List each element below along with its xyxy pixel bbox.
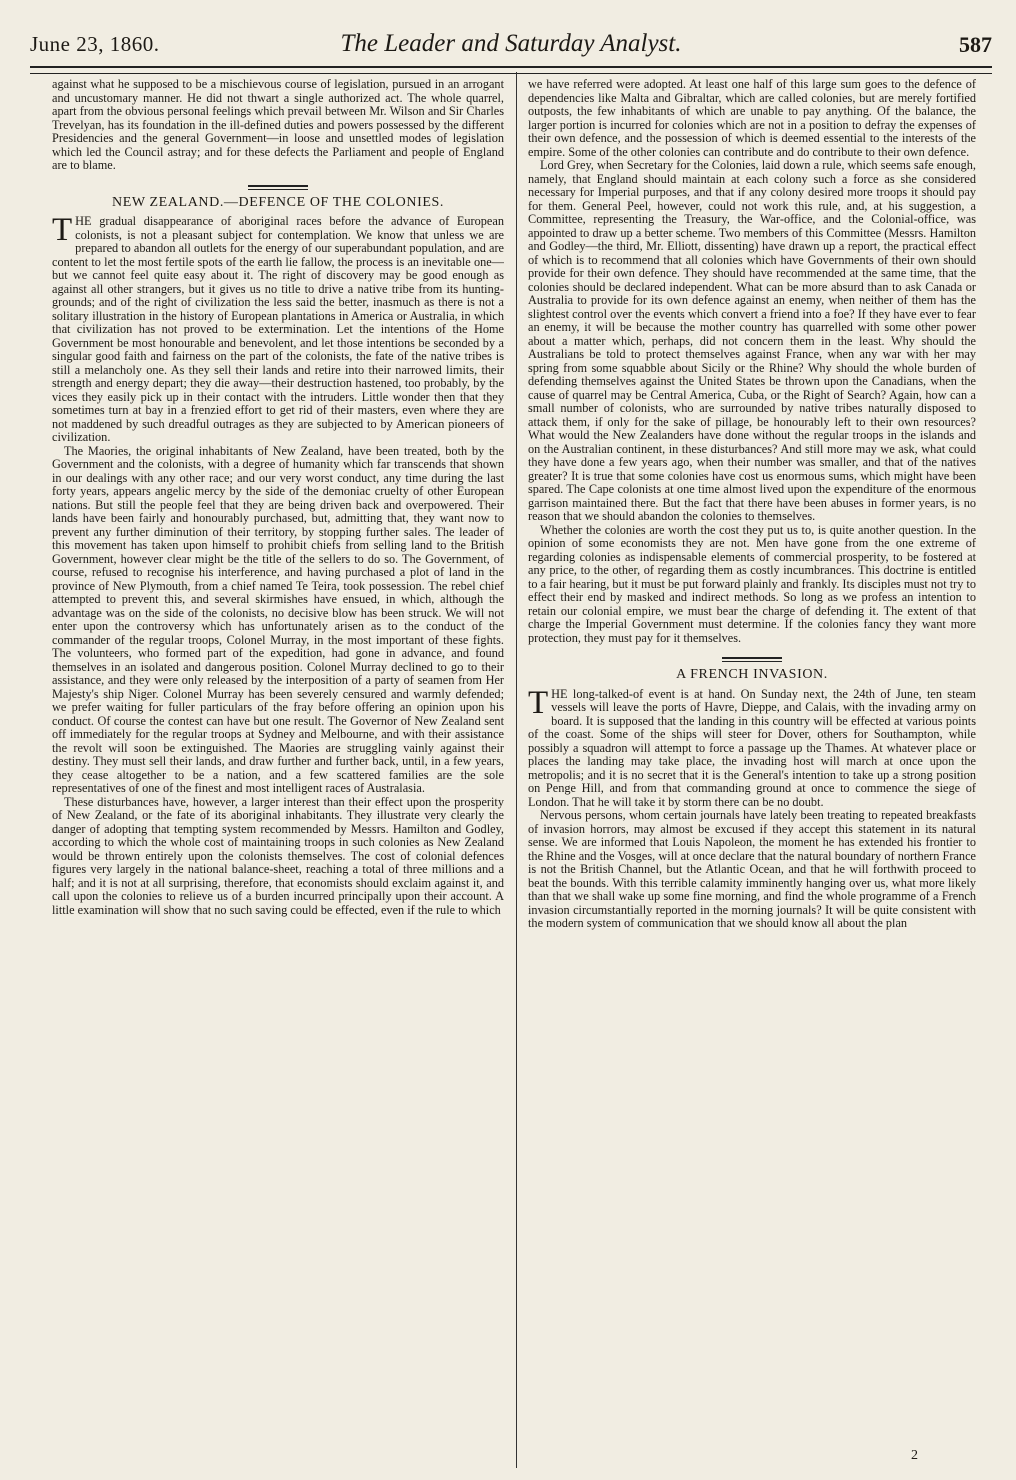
article-title-new-zealand: NEW ZEALAND.—DEFENCE OF THE COLONIES. bbox=[112, 194, 444, 210]
drop-cap: T bbox=[528, 684, 549, 721]
article-paragraph: These disturbances have, however, a larger interest than their effect upon the prosperity of New Zealand, or the fate of its aboriginal inhabitants. They illustrate very clearly the danger of adopting that tempting system recommended by Messrs. Hamilton and Godley, according to which the whole cost of maintaining troops in such colonies as New Zealand would be thrown entirely upon the colonists themselves. The cost of colonial defences figures very largely in the national balance-sheet, reaching a total of three millions and a half; and it is not at all surprising, therefore, that economists should exclaim against it, and call upon the colonies to relieve us of a burden incurred principally upon their account. A little examination will show that no such saving could be effected, even if the rule to which bbox=[52, 794, 504, 917]
drop-cap: T bbox=[52, 212, 73, 248]
article-paragraph: Whether the colonies are worth the cost they put us to, is quite another question. In the opinion of some economists they are not. Men have gone from the one extreme of regarding colonies as indispensable elements of commercial prosperity, to be fostered at any price, to the other, of regarding them as costly incumbrances. This doctrine is entitled to a fair hearing, but it must be put forward plainly and frankly. Its disciples must not try to effect their end by masked and indirect methods. So long as we profess an intention to retain our colonial empire, we must bear the charge of defending it. The extent of that charge the Imperial Government must determine. If the colonies fancy they want more protection, they must pay for it themselves. bbox=[528, 522, 976, 645]
column-divider bbox=[516, 72, 517, 1468]
page-header bbox=[30, 30, 992, 64]
article-paragraph bbox=[52, 212, 504, 445]
continued-paragraph: we have referred were adopted. At least one half of this large sum goes to the defence of dependencies like Malta and Gibraltar, which are called colonies, but are merely fortified outposts, the few inhabitants of which are unable to pay anything. Of the balance, the larger portion is incurred for colonies which are not in a position to defray the expenses of their own defence, and the possession of which is deemed essential to the interests of the empire. Some of the other colonies can contribute and do contribute to their own defence. bbox=[528, 78, 976, 159]
header-rule bbox=[30, 66, 992, 74]
section-separator bbox=[722, 657, 782, 662]
continued-paragraph: against what he supposed to be a mischievous course of legislation, pursued in an arrogant and uncustomary manner. He did not thwart a single authorized act. The whole quarrel, apart from the obvious personal feelings which prevail between Mr. Wilson and Sir Charles Trevelyan, has its foundation in the ill-defined duties and powers possessed by the different Presidencies and the general Government—in loose and unsettled modes of legislation which led the Council astray; and for these defects the Parliament and people of England are to blame. bbox=[52, 78, 504, 172]
section-separator bbox=[248, 185, 308, 190]
issue-date: June 23, 1860. bbox=[30, 32, 160, 56]
article-title-french-invasion: A FRENCH INVASION. bbox=[676, 667, 828, 682]
left-column bbox=[52, 78, 504, 1470]
signature-mark: 2 bbox=[911, 1448, 918, 1463]
page-number: 587 bbox=[959, 32, 992, 57]
article-paragraph: Nervous persons, whom certain journals have lately been treating to repeated breakfasts of invasion horrors, may almost be excused if they accept this statement in its natural sense. We are informed that Louis Napoleon, the moment he has extended his frontier to the Rhine and the Vosges, will at once declare that the natural boundary of northern France is not the British Channel, but the Atlantic Ocean, and that he will forthwith proceed to beat the bounds. With this terrible calamity imminently hanging over us, what more likely than that we shall wake up some fine morning, and find the whole programme of a French invasion circumstantially reported in the morning journals? It will be quite consistent with the modern system of communication that we should know all about the plan bbox=[528, 808, 976, 930]
right-column bbox=[528, 78, 976, 1470]
article-paragraph: The Maories, the original inhabitants of New Zealand, have been treated, both by the Government and the colonists, with a degree of humanity which far transcends that shown in our dealings with any other race; and our very worst conduct, any time during the last forty years, appears angelic mercy by the side of the demoniac cruelty of other European nations. But still the people feel that they are being driven back and overpowered. Their lands have been fairly and honourably purchased, but, admitting that, they want now to prevent any further diminution of their territory, by stopping further sales. The leader of this movement has taken upon himself to prohibit chiefs from selling land to the British Government, however clear might be the title of the sellers to do so. The Government, of course, refused to recognise his interference, and having purchased a plot of land in the province of New Plymouth, from a chief named Te Teira, took possession. The rebel chief attempted to prevent this, and several skirmishes have ensued, in which, although the advantage was on the side of the colonists, no decisive blow has been struck. We will not enter upon the controversy which has unfortunately arisen as to the conduct of the commander of the regular troops, Colonel Murray, in the most important of these fights. The volunteers, who formed part of the expedition, had gone in advance, and found themselves in an isolated and dangerous position. Colonel Murray declined to go to their assistance, and they were only released by the interposition of a party of seamen from Her Majesty's ship Niger. Colonel Murray has been severely censured and warmly defended; we prefer waiting for fuller particulars of the fray before offering an opinion upon his conduct. Of course the contest can have but one result. The Governor of New Zealand sent off immediately for the regular troops at Sydney and Melbourne, and with their assistance the revolt will soon be extinguished. The Maories are struggling vainly against their destiny. They must sell their lands, and draw further and further back, until, in a few years, they cease altogether to be a nation, and a few scattered families are the sole representatives of one of the finest and most intelligent races of Australasia. bbox=[52, 443, 504, 795]
paragraph-text: HE long-talked-of event is at hand. On Sunday next, the 24th of June, ten steam vessels will leave the ports of Havre, Dieppe, and Calais, with the invading army on board. It is supposed that the landing in this country will be effected at various points of the coast. Some of the ships will steer for Dover, others for Southampton, while possibly a squadron will attempt to force a passage up the Thames. At whatever place or places the landing may take place, the invading host will march at once upon the metropolis; and it is no secret that it is the General's intention to take up a strong position on Penge Hill, and from that commanding ground at once to commence the siege of London. That he will take it by storm there can be no doubt. bbox=[528, 686, 976, 809]
article-paragraph bbox=[528, 684, 976, 810]
article-paragraph: Lord Grey, when Secretary for the Colonies, laid down a rule, which seems safe enough, namely, that England should maintain at each colony such a force as she considered necessary for Imperial purposes, and that if any colony desired more troops it should pay for them. General Peel, however, could not work this rule, and, at his suggestion, a Committee, representing the Treasury, the War-office, and the Colonial-office, was appointed to draw up a better scheme. Two members of this Committee (Messrs. Hamilton and Godley—the third, Mr. Elliott, dissenting) have drawn up a report, the practical effect of which is to recommend that all colonies which have Governments of their own should provide for their own defence. They should have recommended at the same time, that the colonies should be declared independent. What can be more absurd than to ask Canada or Australia to provide for its own defence against an enemy, when neither of them has the slightest control over the events which convert a friend into a foe? If they have ever to fear an enemy, it will be because the mother country has quarrelled with some other power about a matter which, perhaps, did not concern them in the least. Why should the Australians be told to protect themselves against France, when any war with her may spring from some squabble about Sicily or the Rhine? Why should the whole burden of defending themselves against the United States be thrown upon the Canadians, when the cause of quarrel may be Central America, Cuba, or the Right of Search? Again, how can a small number of colonists, who are surrounded by native tribes naturally disposed to attack them, if only for the sake of pillage, be honourably left to their own resources? What would the New Zealanders have done without the regular troops in the islands and on the Australian continent, in these disturbances? And still more may we ask, what could they have done a few years ago, when their number was smaller, and that of the natives greater? It is true that some colonies have cost us enormous sums, which might have been spared. The Cape colonists at one time almost lived upon the expenditure of the enormous garrison maintained there. But the fact that there have been abuses in former years, is no reason that we should abandon the colonies to themselves. bbox=[528, 158, 976, 523]
paragraph-text: HE gradual disappearance of aboriginal races before the advance of European colonists, is not a pleasant subject for contemplation. We know that unless we are prepared to abandon all outlets for the energy of our superabundant population, and are content to let the most fertile spots of the earth lie fallow, the process is an inevitable one—but we cannot feel quite easy about it. The right of discovery may be good enough as against all other strangers, but it gives us no title to drive a native tribe from its hunting-grounds; and of the right of civilization the less said the better, inasmuch as there is not a solitary illustration in the history of European plantations in America or Australia, in which that civilization has not proved to be extermination. Let the intentions of the Home Government be most honourable and benevolent, and let those intentions be seconded by a singular good faith and fairness on the part of the colonists, the fate of the native tribes is still a melancholy one. As they sell their lands and retire into their narrowed limits, their strength and energy depart; they die away—their destruction hastened, too probably, by the vices they easily pick up in their contact with the intruders. Little wonder then that they sometimes turn at bay in a frenzied effort to get rid of their masters, even where they are not maddened by such dreadful outrages as they are subjected to by American pioneers of civilization. bbox=[52, 214, 504, 444]
publication-title: The Leader and Saturday Analyst. bbox=[340, 30, 682, 57]
